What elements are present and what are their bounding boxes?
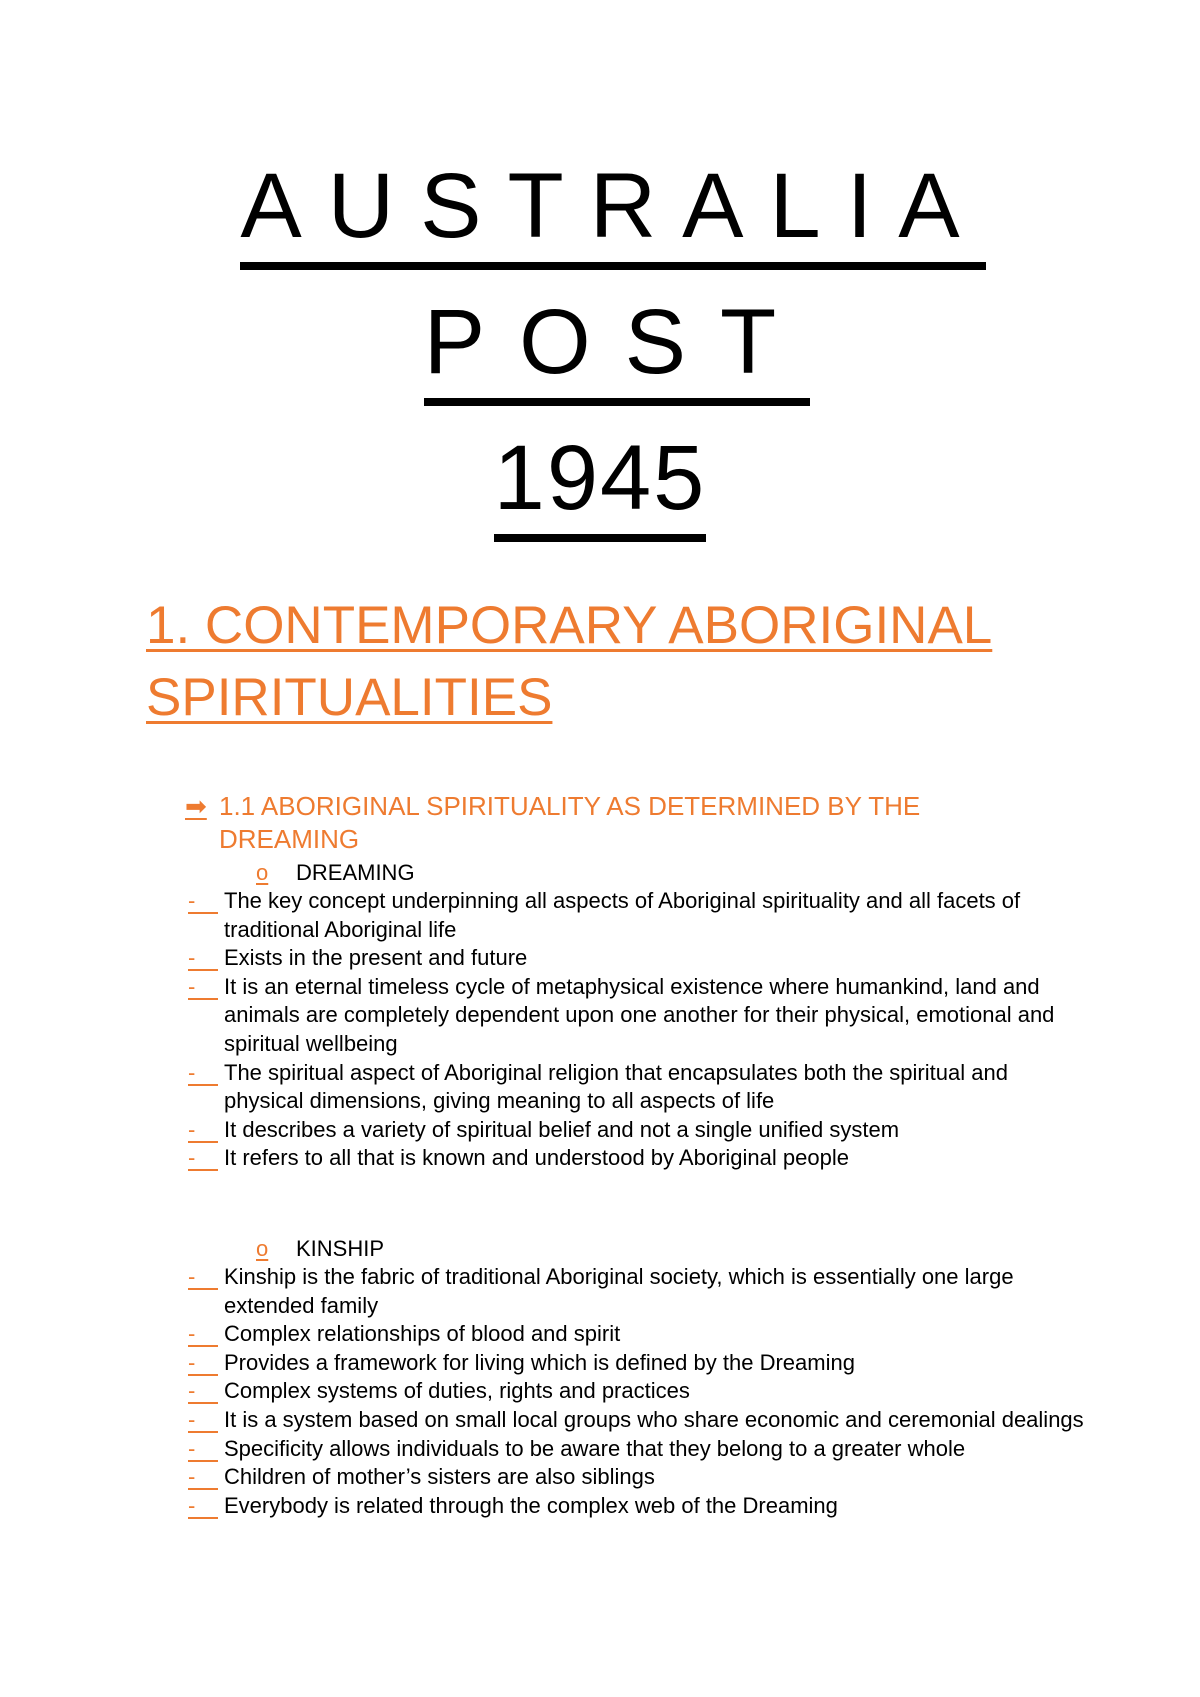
list-item [188,1377,1088,1406]
list-item [188,944,1088,973]
dash-bullet-icon: - [188,1263,218,1290]
dash-bullet-icon: - [188,1116,218,1143]
dash-bullet-icon: - [188,1144,218,1171]
list-item-text: Complex systems of duties, rights and practices [224,1378,690,1404]
circle-bullet-icon: o [256,860,269,885]
dash-bullet-icon: - [188,1492,218,1519]
list-item [188,1263,1088,1320]
dash-bullet-icon: - [188,1349,218,1376]
list-item [188,1435,1088,1464]
list-item [188,1406,1088,1435]
list-item-text: The spiritual aspect of Aboriginal religion that encapsulates both the spiritual and physical dimensions, giving meaning to all aspects of life [224,1059,1008,1114]
dash-bullet-icon: - [188,1463,218,1490]
document-title [0,155,1200,542]
list-item [188,1463,1088,1492]
kinship-group [188,1234,1088,1520]
list-item [188,1059,1088,1116]
list-item [188,1349,1088,1378]
list-item-text: It describes a variety of spiritual belief and not a single unified system [224,1116,900,1142]
list-item [188,887,1088,944]
title-line-australia: AUSTRALIA [240,160,985,270]
dash-bullet-icon: - [188,887,218,914]
dash-bullet-icon: - [188,1377,218,1404]
dash-bullet-icon: - [188,1435,218,1462]
subsection-heading-line2: DREAMING [219,824,360,854]
list-item [188,1144,1088,1173]
arrow-icon: ➡ [185,791,207,821]
list-item [188,1116,1088,1145]
list-item-text: It refers to all that is known and understood by Aboriginal people [224,1145,849,1171]
dash-bullet-icon: - [188,973,218,1000]
kinship-title [256,1234,1088,1263]
list-item-text: Specificity allows individuals to be aware that they belong to a greater whole [224,1435,966,1461]
dreaming-group [188,858,1088,1173]
dash-bullet-icon: - [188,1059,218,1086]
dash-bullet-icon: - [188,1406,218,1433]
list-item-text: It is a system based on small local groups who share economic and ceremonial dealings [224,1406,1084,1432]
dreaming-list [188,887,1088,1173]
list-item-text: Children of mother’s sisters are also siblings [224,1464,655,1490]
subsection-heading [185,790,1065,856]
list-item-text: Everybody is related through the complex web of the Dreaming [224,1492,838,1518]
dash-bullet-icon: - [188,944,218,971]
kinship-title-label: KINSHIP [296,1236,385,1261]
dash-bullet-icon: - [188,1320,218,1347]
list-item-text: Complex relationships of blood and spirit [224,1321,621,1347]
circle-bullet-icon: o [256,1236,269,1261]
list-item-text: Exists in the present and future [224,945,528,971]
list-item [188,1492,1088,1521]
list-item [188,973,1088,1059]
dreaming-title [256,858,1088,887]
section-heading: 1. CONTEMPORARY ABORIGINAL SPIRITUALITIES [146,596,993,727]
list-item-text: It is an eternal timeless cycle of metaphysical existence where humankind, land and animals are completely dependent upon one another for their physical, emotional and spiritual wellbeing [224,973,1055,1056]
title-line-year: 1945 [494,432,707,542]
list-item-text: The key concept underpinning all aspects of Aboriginal spirituality and all facets of traditional Aboriginal life [224,888,1021,942]
title-line-post: POST [424,296,810,406]
list-item-text: Provides a framework for living which is defined by the Dreaming [224,1349,855,1375]
subsection-heading-line1: 1.1 ABORIGINAL SPIRITUALITY AS DETERMINED BY THE [219,791,921,821]
list-item-text: Kinship is the fabric of traditional Aboriginal society, which is essentially one large extended family [224,1264,1014,1318]
dreaming-title-label: DREAMING [296,860,415,885]
kinship-list [188,1263,1088,1520]
list-item [188,1320,1088,1349]
